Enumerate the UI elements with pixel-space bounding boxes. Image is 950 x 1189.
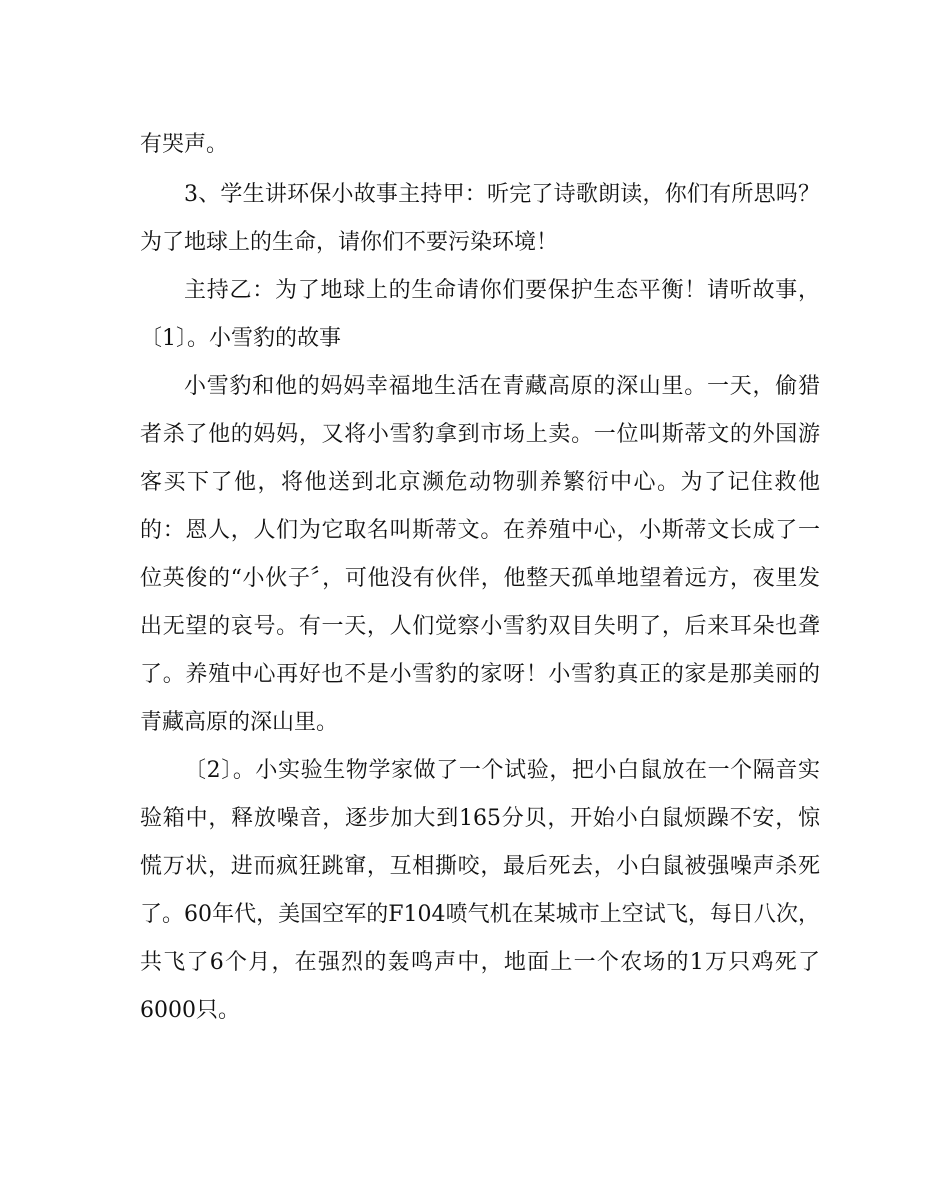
text-line: 〔2〕。小实验生物学家做了一个试验，把小白鼠放在一个隔音实 (184, 758, 820, 783)
paragraph-snow-leopard-story (140, 363, 820, 747)
text-line: 验箱中，释放噪音，逐步加大到165分贝，开始小白鼠烦躁不安，惊 (140, 806, 820, 831)
text-line: 了。60年代，美国空军的F104喷气机在某城市上空试飞，每日八次， (140, 902, 820, 927)
text-line: 为了地球上的生命，请你们不要污染环境！ (140, 230, 559, 255)
text-line: 有哭声。 (140, 132, 229, 157)
text-line: 小雪豹和他的妈妈幸福地生活在青藏高原的深山里。一天，偷猎 (184, 374, 820, 399)
text-line: 6000只。 (140, 998, 240, 1023)
text-line: 位英俊的“小伙子〞，可他没有伙伴，他整天孤单地望着远方，夜里发 (140, 566, 820, 591)
paragraph-crying (140, 121, 820, 169)
text-line: 的：恩人，人们为它取名叫斯蒂文。在养殖中心，小斯蒂文长成了一 (140, 518, 820, 543)
text-line: 3、学生讲环保小故事主持甲：听完了诗歌朗读，你们有所思吗？ (184, 182, 820, 207)
text-line: 客买下了他，将他送到北京濒危动物驯养繁衍中心。为了记住救他 (140, 470, 820, 495)
text-line: 主持乙：为了地球上的生命请你们要保护生态平衡！请听故事， (184, 278, 820, 303)
text-line: 出无望的哀号。有一天，人们觉察小雪豹双目失明了，后来耳朵也聋 (140, 614, 820, 639)
paragraph-host-a (140, 171, 820, 267)
text-line: 共飞了6个月，在强烈的轰鸣声中，地面上一个农场的1万只鸡死了 (140, 950, 820, 975)
paragraph-host-b (140, 267, 820, 363)
text-line: 了。养殖中心再好也不是小雪豹的家呀！小雪豹真正的家是那美丽的 (140, 662, 820, 687)
text-line: 青藏高原的深山里。 (140, 710, 339, 735)
paragraph-experiment (140, 747, 820, 1035)
text-line: 者杀了他的妈妈，又将小雪豹拿到市场上卖。一位叫斯蒂文的外国游 (140, 422, 820, 447)
text-line: 〔1〕。小雪豹的故事 (140, 326, 341, 351)
text-line: 慌万状，进而疯狂跳窜，互相撕咬，最后死去，小白鼠被强噪声杀死 (140, 854, 820, 879)
